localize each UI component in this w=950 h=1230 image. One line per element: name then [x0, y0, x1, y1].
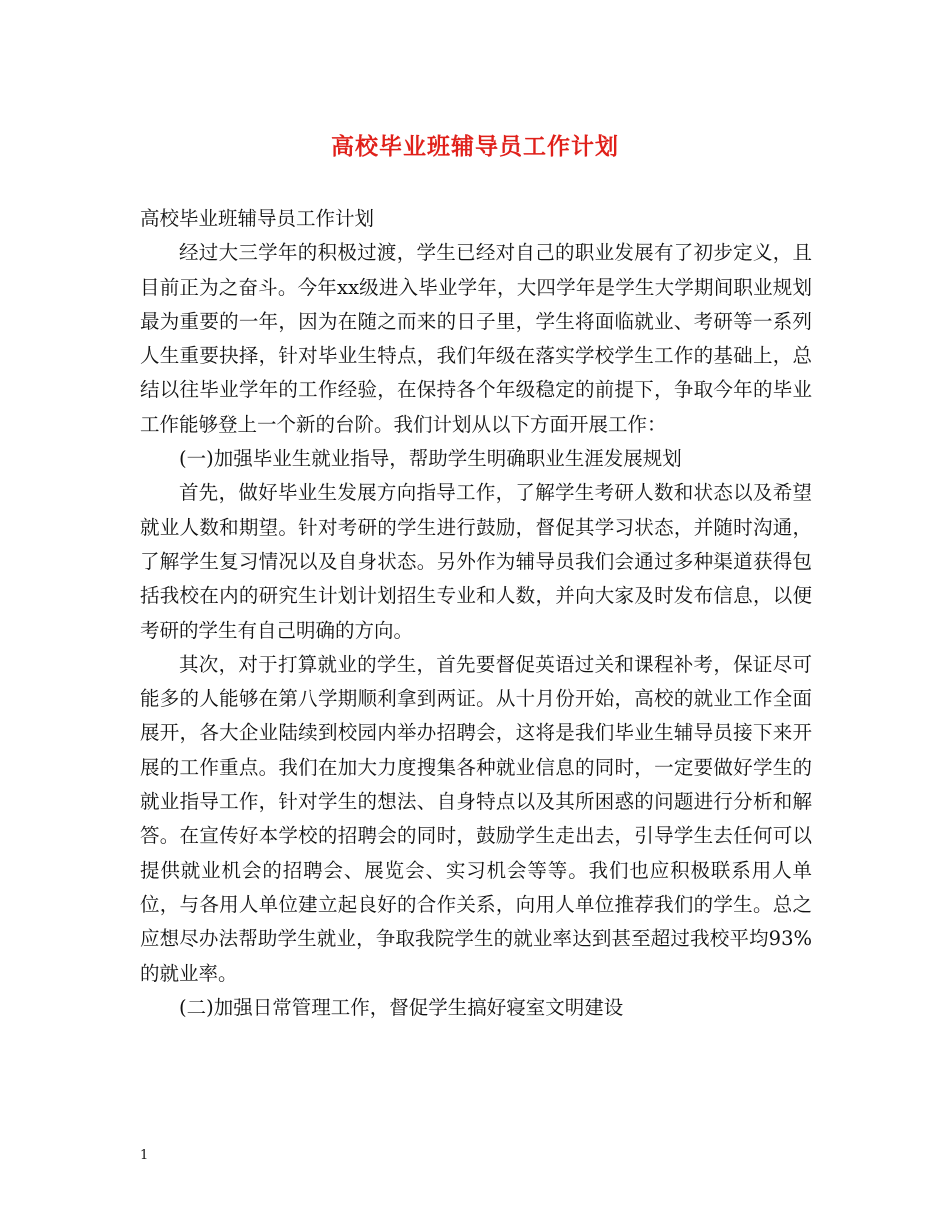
page-number: 1: [140, 1148, 149, 1163]
paragraph-second: 其次，对于打算就业的学生，首先要督促英语过关和课程补考，保证尽可能多的人能够在第八学期顺利拿到两证。从十月份开始，高校的就业工作全面展开，各大企业陆续到校园内举办招聘会，这将是我们毕业生辅导员接下来开展的工作重点。我们在加大力度搜集各种就业信息的同时，一定要做好学生的就业指导工作，针对学生的想法、自身特点以及其所困惑的问题进行分析和解答。在宣传好本学校的招聘会的同时，鼓励学生走出去，引导学生去任何可以提供就业机会的招聘会、展览会、实习机会等等。我们也应积极联系用人单位，与各用人单位建立起良好的合作关系，向用人单位推荐我们的学生。总之应想尽办法帮助学生就业，争取我院学生的就业率达到甚至超过我校平均93%的就业率。: [140, 652, 812, 985]
section-heading-2: (二)加强日常管理工作，督促学生搞好寝室文明建设: [179, 995, 624, 1019]
document-subtitle: 高校毕业班辅导员工作计划: [140, 207, 375, 230]
document-title: 高校毕业班辅导员工作计划: [331, 133, 619, 160]
paragraph-intro: 经过大三学年的积极过渡，学生已经对自己的职业发展有了初步定义，且目前正为之奋斗。今年xx级进入毕业学年，大四学年是学生大学期间职业规划最为重要的一年，因为在随之而来的日子里，学生将面临就业、考研等一系列人生重要抉择，针对毕业生特点，我们年级在落实学校学生工作的基础上，总结以往毕业学年的工作经验，在保持各个年级稳定的前提下，争取今年的毕业工作能够登上一个新的台阶。我们计划从以下方面开展工作：: [140, 241, 812, 436]
document-body: [140, 202, 812, 1025]
section-heading-1: (一)加强毕业生就业指导，帮助学生明确职业生涯发展规划: [179, 447, 682, 471]
paragraph-first: 首先，做好毕业生发展方向指导工作，了解学生考研人数和状态以及希望就业人数和期望。针对考研的学生进行鼓励，督促其学习状态，并随时沟通，了解学生复习情况以及自身状态。另外作为辅导员我们会通过多种渠道获得包括我校在内的研究生计划计划招生专业和人数，并向大家及时发布信息，以便考研的学生有自己明确的方向。: [140, 481, 812, 642]
